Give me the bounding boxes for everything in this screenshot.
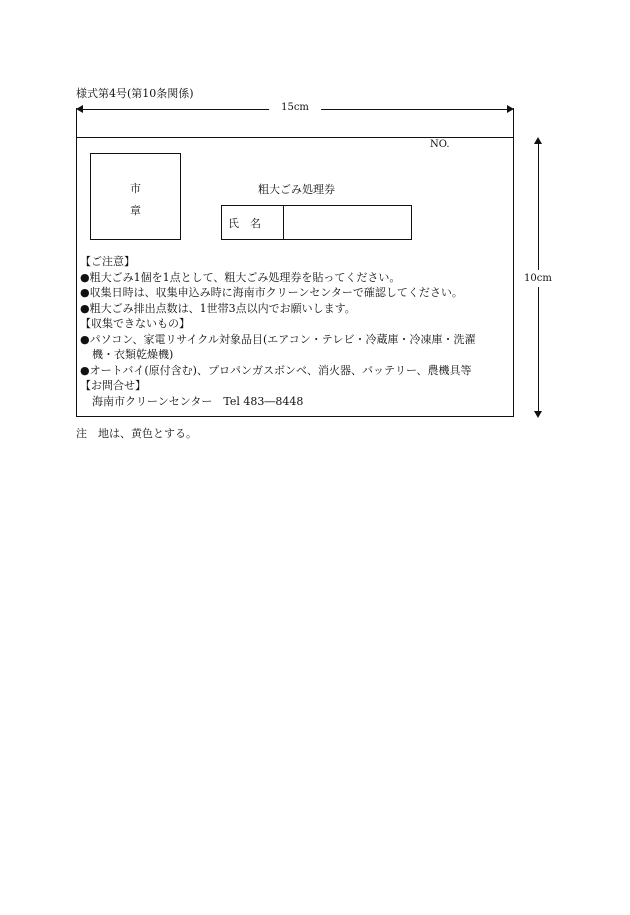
ticket-title: 粗大ごみ処理券 <box>258 183 335 196</box>
width-dimension <box>76 100 514 120</box>
notes-section <box>80 254 512 409</box>
seal-char-city: 市 <box>130 182 141 195</box>
width-extension-left <box>76 108 77 138</box>
excluded-header: 【収集できないもの】 <box>80 317 190 330</box>
width-dimension-label: 15cm <box>269 102 321 113</box>
ticket-number-label: NO. <box>430 139 450 150</box>
city-seal-box <box>90 153 181 240</box>
arrow-up-icon <box>534 137 542 144</box>
contact-header: 【お問合せ】 <box>80 379 146 392</box>
excluded-item: ●オートバイ(原付含む)、プロパンガスボンベ、消火器、バッテリー、農機具等 <box>80 363 472 377</box>
seal-char-seal: 章 <box>130 204 141 217</box>
footnote: 注 地は、黄色とする。 <box>76 427 197 440</box>
notice-item: ●粗大ごみ排出点数は、1世帯3点以内でお願いします。 <box>80 301 356 315</box>
notice-item: ●粗大ごみ1個を1点として、粗大ごみ処理券を貼ってください。 <box>80 270 401 284</box>
arrow-down-icon <box>534 411 542 418</box>
name-label: 氏 名 <box>222 206 284 239</box>
arrow-left-icon <box>76 105 83 113</box>
form-number: 様式第4号(第10条関係) <box>76 87 194 100</box>
excluded-item: ●パソコン、家電リサイクル対象品目(エアコン・テレビ・冷蔵庫・冷凍庫・洗濯 <box>80 332 476 346</box>
notice-header: 【ご注意】 <box>80 255 135 268</box>
width-extension-right <box>513 108 514 138</box>
excluded-item-continued: 機・衣類乾燥機) <box>92 348 174 361</box>
name-field[interactable] <box>284 206 411 239</box>
notice-item: ●収集日時は、収集申込み時に海南市クリーンセンターで確認してください。 <box>80 286 463 299</box>
name-box <box>221 205 412 240</box>
contact-info: 海南市クリーンセンター Tel 483―8448 <box>92 394 304 408</box>
height-dimension-label: 10cm <box>524 270 552 287</box>
